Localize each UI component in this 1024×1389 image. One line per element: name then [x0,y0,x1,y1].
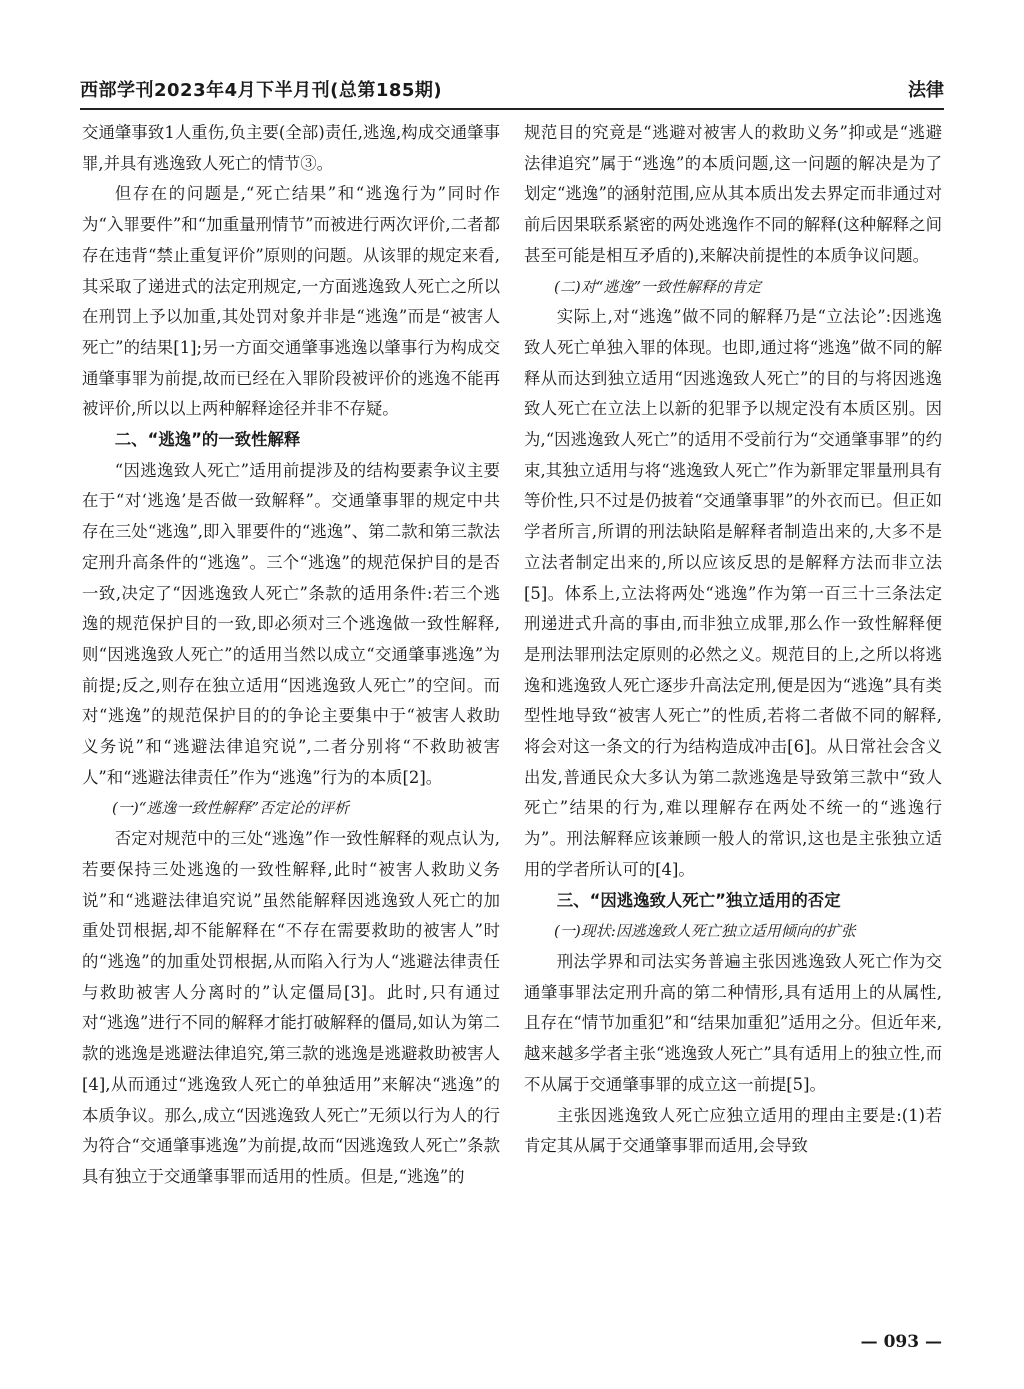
page-number: — 093 — [860,1332,942,1352]
paragraph: 刑法学界和司法实务普遍主张因逃逸致人死亡作为交通肇事罪法定刑升高的第二种情形,具有适用上的从属性,且存在“情节加重犯”和“结果加重犯”适用之分。但近年来,越来越多学者主张“逃逸致人死亡”具有适用上的独立性,而不从属于交通肇事罪的成立这一前提[5]。 [524,951,942,1094]
paragraph: “因逃逸致人死亡”适用前提涉及的结构要素争议主要在于“对‘逃逸’是否做一致解释”。交通肇事罪的规定中共存在三处“逃逸”,即入罪要件的“逃逸”、第二款和第三款法定刑升高条件的“逃逸”。三个“逃逸”的规范保护目的是否一致,决定了“因逃逸致人死亡”条款的适用条件:若三个逃逸的规范保护目的一致,即必须对三个逃逸做一致性解释,则“因逃逸致人死亡”的适用当然以成立“交通肇事逃逸”为前提;反之,则存在独立适用“因逃逸致人死亡”的空间。而对“逃逸”的规范保护目的的争论主要集中于“被害人救助义务说”和“逃避法律追究说”,二者分别将“不救助被害人”和“逃避法律责任”作为“逃逸”行为的本质[2]。 [82,460,500,787]
paragraph: 否定对规范中的三处“逃逸”作一致性解释的观点认为,若要保持三处逃逸的一致性解释,此时“被害人救助义务说”和“逃避法律追究说”虽然能解释因逃逸致人死亡的加重处罚根据,却不能解释在“不存在需要救助的被害人”时的“逃逸”的加重处罚根据,从而陷入行为人“逃避法律责任与救助被害人分离时的”认定僵局[3]。此时,只有通过对“逃逸”进行不同的解释才能打破解释的僵局,如认为第二款的逃逸是逃避法律追究,第三款的逃逸是逃避救助被害人[4],从而通过“逃逸致人死亡的单独适用”来解决“逃逸”的本质争议。那么,成立“因逃逸致人死亡”无须以行为人的行为符合“交通肇事逃逸”为前提,故而“因逃逸致人死亡”条款具有独立于交通肇事罪而适用的性质。但是,“逃逸”的 [82,829,500,1186]
paragraph: 实际上,对“逃逸”做不同的解释乃是“立法论”:因逃逸致人死亡单独入罪的体现。也即,通过将“逃逸”做不同的解释从而达到独立适用“因逃逸致人死亡”的目的与将因逃逸致人死亡在立法上以新的犯罪予以规定没有本质区别。因为,“因逃逸致人死亡”的适用不受前行为“交通肇事罪”的约束,其独立适用与将“逃逸致人死亡”作为新罪定罪量刑具有等价性,只不过是仍披着“交通肇事罪”的外衣而已。但正如学者所言,所谓的刑法缺陷是解释者制造出来的,大多不是立法者制定出来的,所以应该反思的是解释方法而非立法[5]。体系上,立法将两处“逃逸”作为第一百三十三条法定刑递进式升高的事由,而非独立成罪,那么作一致性解释便是刑法罪刑法定原则的必然之义。规范目的上,之所以将逃逸和逃逸致人死亡逐步升高法定刑,便是因为“逃逸”具有类型性地导致“被害人死亡”的性质,若将二者做不同的解释,将会对这一条文的行为结构造成冲击[6]。从日常社会含义出发,普通民众大多认为第二款逃逸是导致第三款中“致人死亡”结果的行为,难以理解存在两处不统一的“逃逸行为”。刑法解释应该兼顾一般人的常识,这也是主张独立适用的学者所认可的[4]。 [524,307,942,879]
right-column [524,118,942,1162]
left-column [82,118,500,1193]
paragraph: 主张因逃逸致人死亡应独立适用的理由主要是:(1)若肯定其从属于交通肇事罪而适用,会导致 [524,1105,942,1156]
subsection-heading: (一)现状:因逃逸致人死亡独立适用倾向的扩张 [554,922,856,941]
section-heading: 二、“逃逸”的一致性解释 [114,430,301,450]
paragraph: 规范目的究竟是“逃避对被害人的救助义务”抑或是“逃避法律追究”属于“逃逸”的本质问题,这一问题的解决是为了划定“逃逸”的涵射范围,应从其本质出发去界定而非通过对前后因果联系紧密的两处逃逸作不同的解释(这种解释之间甚至可能是相互矛盾的),来解决前提性的本质争议问题。 [524,123,942,265]
section-heading: 三、“因逃逸致人死亡”独立适用的否定 [556,890,841,910]
section-label: 法律 [908,80,944,101]
subsection-heading: (一)“逃逸一致性解释”否定论的评析 [112,799,350,818]
header-rule [80,108,944,110]
paragraph: 交通肇事致1人重伤,负主要(全部)责任,逃逸,构成交通肇事罪,并具有逃逸致人死亡的情节③。 [82,123,500,173]
journal-title: 西部学刊2023年4月下半月刊(总第185期) [80,80,443,101]
page-header [80,70,944,110]
subsection-heading: (二)对“逃逸”一致性解释的肯定 [554,277,762,296]
paragraph: 但存在的问题是,“死亡结果”和“逃逸行为”同时作为“入罪要件”和“加重量刑情节”而被进行两次评价,二者都存在违背“禁止重复评价”原则的问题。从该罪的规定来看,其采取了递进式的法定刑规定,一方面逃逸致人死亡之所以在刑罚上予以加重,其处罚对象并非是“逃逸”而是“被害人死亡”的结果[1];另一方面交通肇事逃逸以肇事行为构成交通肇事罪为前提,故而已经在入罪阶段被评价的逃逸不能再被评价,所以以上两种解释途径并非不存疑。 [82,184,500,419]
